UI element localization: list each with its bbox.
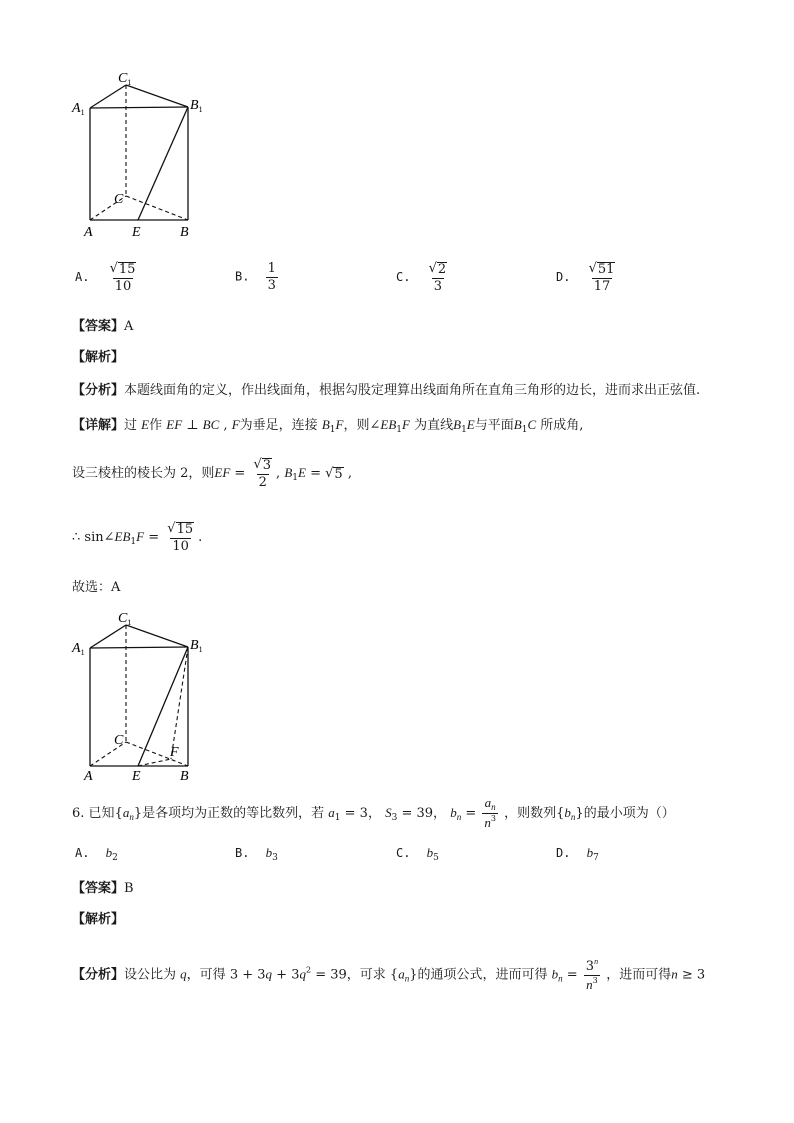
- label-c1: $C_1$: [118, 611, 132, 627]
- label-a: A: [84, 769, 93, 783]
- q6-option-a[interactable]: A. $b_2$: [75, 845, 118, 863]
- label-f: F: [170, 745, 179, 760]
- q5-option-a[interactable]: A. √ 15 10: [75, 261, 136, 294]
- q6-analysis-heading: 【解析】: [72, 912, 125, 927]
- q5-choose: 故选：A: [72, 580, 121, 595]
- label-e: E: [132, 225, 141, 240]
- q6-option-d[interactable]: D. $b_7$: [556, 845, 599, 863]
- label-b: B: [180, 225, 189, 240]
- q5-analysis-heading: 【解析】: [72, 350, 125, 365]
- label-c1: $C_1$: [118, 71, 132, 87]
- label-b: B: [180, 769, 189, 783]
- prism-figure-2: [70, 608, 230, 783]
- q6-stem: 6. 已知$\{a_n\}$是各项均为正数的等比数列，若 $a_1 = 3$， $S_3 = 39$， $b_n$ = $\frac{a_n}{n^3}$ ，则数列$\{b_n\}$的最小项为（）: [72, 795, 675, 831]
- label-b1: $B_1$: [190, 638, 203, 654]
- q5-line3: ∴ $\sin\angle EB_1F$ = √ 15 10 .: [72, 521, 203, 554]
- label-c: C: [114, 192, 124, 207]
- label-a1: $A_1$: [72, 101, 85, 117]
- label-e: E: [132, 769, 141, 783]
- q6-option-b[interactable]: B. $b_3$: [235, 845, 278, 863]
- q5-option-d[interactable]: D. √ 51 17: [556, 261, 615, 294]
- label-a: A: [84, 225, 93, 240]
- q5-option-b[interactable]: B. $\frac{1}{3}$: [235, 261, 276, 293]
- q5-xiangjie: 【详解】过 E作 EF ⊥ BC , F为垂足，连接 $B_1F$，则$\angle EB_1F$ 为直线$B_1E$与平面$B_1C$ 所成角,: [72, 417, 584, 435]
- q6-option-c[interactable]: C. $b_5$: [396, 845, 439, 863]
- q5-line2: 设三棱柱的棱长为 2，则EF = √ 3 2 , $B_1E$ = √ 5 ,: [72, 457, 352, 490]
- q5-fenxi: 【分析】本题线面角的定义，作出线面角，根据勾股定理算出线面角所在直角三角形的边长，进而求出正弦值.: [72, 383, 701, 398]
- q5-option-c[interactable]: C. √ 2 3: [396, 261, 447, 294]
- prism-figure-1: [70, 68, 230, 243]
- label-c: C: [114, 733, 124, 748]
- label-a1: $A_1$: [72, 641, 85, 657]
- q6-fenxi: 【分析】设公比为 q，可得 $3 + 3q + 3q^2 = 39$，可求 $\{a_n\}$的通项公式，进而可得 $b_n$ = $\frac{3^n}{n^3}$ ，进而可得n ≥ 3: [72, 957, 706, 992]
- q6-answer: 【答案】B: [72, 881, 134, 896]
- q5-answer: 【答案】A: [72, 319, 134, 334]
- label-b1: $B_1$: [190, 98, 203, 114]
